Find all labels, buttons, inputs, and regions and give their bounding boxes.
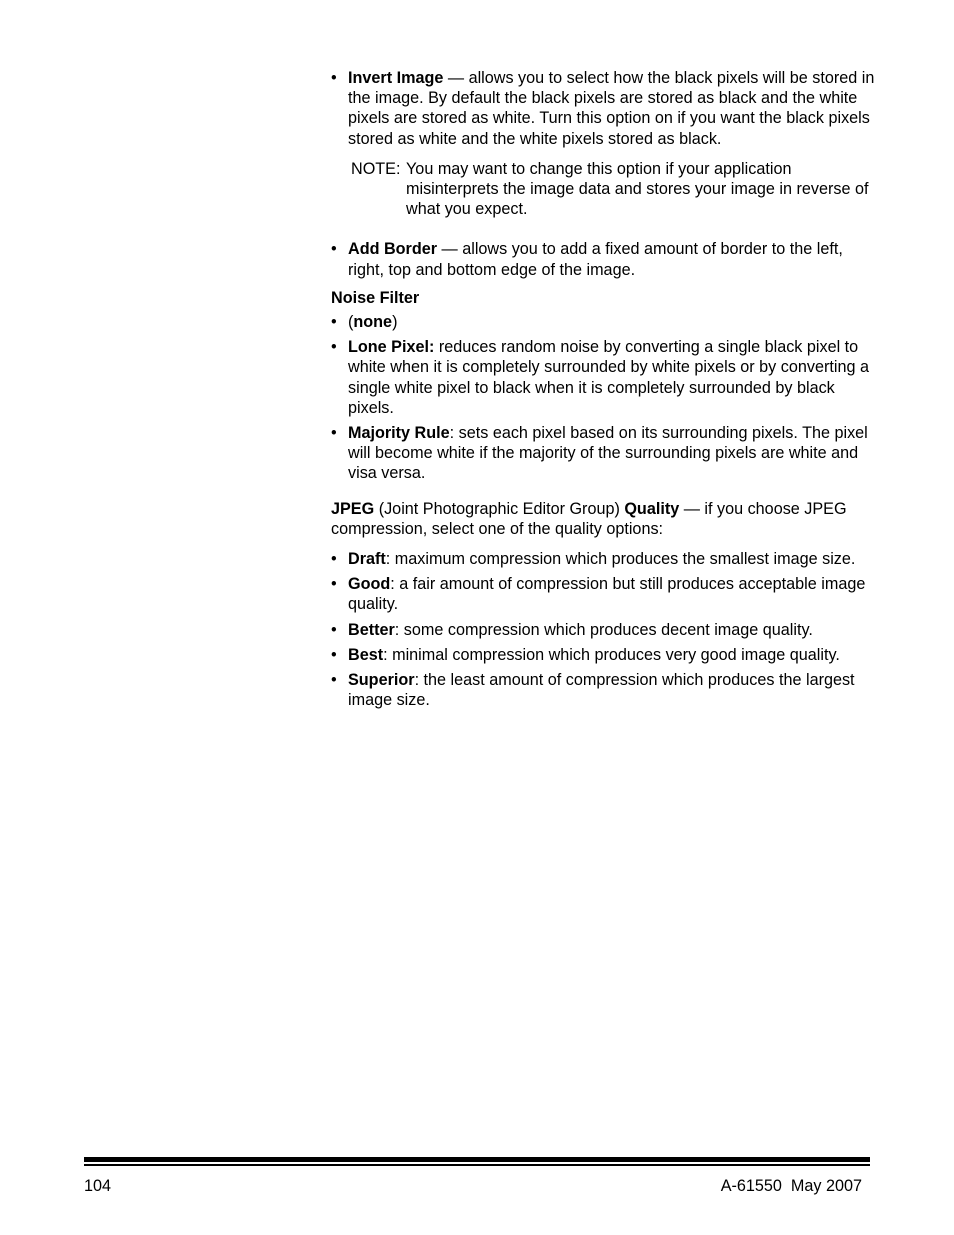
jpeg-quality-paragraph: JPEG (Joint Photographic Editor Group) Quality — if you choose JPEG compression, select one of the quality options: xyxy=(331,499,847,538)
lone-pixel-term: Lone Pixel: xyxy=(348,338,435,357)
invert-image-term: Invert Image xyxy=(348,69,444,87)
footer-rule-thin xyxy=(84,1164,870,1166)
quality-term: Quality xyxy=(624,499,680,518)
invert-image-list xyxy=(331,68,876,149)
list-item-better: • Better: some compression which produces decent image quality. xyxy=(331,620,876,640)
list-item-add-border xyxy=(331,239,876,279)
list-item-good: • Good: a fair amount of compression but still produces acceptable image quality. xyxy=(331,574,876,614)
list-item-best: • Best: minimal compression which produces very good image quality. xyxy=(331,645,876,665)
noise-filter-list xyxy=(331,312,876,484)
list-item-lone-pixel xyxy=(331,337,876,418)
page-number: 104 xyxy=(84,1177,112,1195)
list-item-invert-image xyxy=(331,68,876,149)
none-term: none xyxy=(353,313,393,332)
note-text: You may want to change this option if your application misinterprets the image data and stores your image in reverse of what you expect. xyxy=(406,159,869,219)
list-item-majority-rule xyxy=(331,423,876,484)
list-item-none: • (none) xyxy=(331,312,876,332)
note-block xyxy=(351,159,876,220)
list-item-superior: • Superior: the least amount of compression which produces the largest image size. xyxy=(331,670,876,710)
invert-image-separator: — xyxy=(443,69,469,87)
lone-pixel-description: reduces random noise by converting a single black pixel to white when it is completely surrounded by white pixels or by converting a single white pixel to black when it is completely surrounded by black pixels. xyxy=(348,338,869,417)
document-id: A-61550 May 2007 xyxy=(720,1177,862,1195)
jpeg-term: JPEG xyxy=(331,499,375,518)
document-body xyxy=(331,68,876,715)
add-border-term: Add Border xyxy=(348,240,438,259)
majority-rule-description: : sets each pixel based on its surrounding pixels. The pixel will become white if the majority of the surrounding pixels are white and visa versa. xyxy=(348,424,868,483)
footer-rule-thick xyxy=(84,1157,870,1162)
note-label: NOTE: xyxy=(351,159,401,178)
noise-filter-heading: Noise Filter xyxy=(331,288,420,307)
add-border-description: — allows you to add a fixed amount of border to the left, right, top and bottom edge of the image. xyxy=(348,240,843,279)
list-item-draft: • Draft: maximum compression which produces the smallest image size. xyxy=(331,549,876,569)
jpeg-quality-list xyxy=(331,549,876,710)
add-border-list xyxy=(331,239,876,279)
majority-rule-term: Majority Rule xyxy=(348,424,450,443)
invert-image-description: allows you to select how the black pixels will be stored in the image. By default the black pixels are stored as black and the white pixels are stored as white. Turn this option on if you want the black pixels stored as white and the white pixels stored as black. xyxy=(348,69,875,148)
